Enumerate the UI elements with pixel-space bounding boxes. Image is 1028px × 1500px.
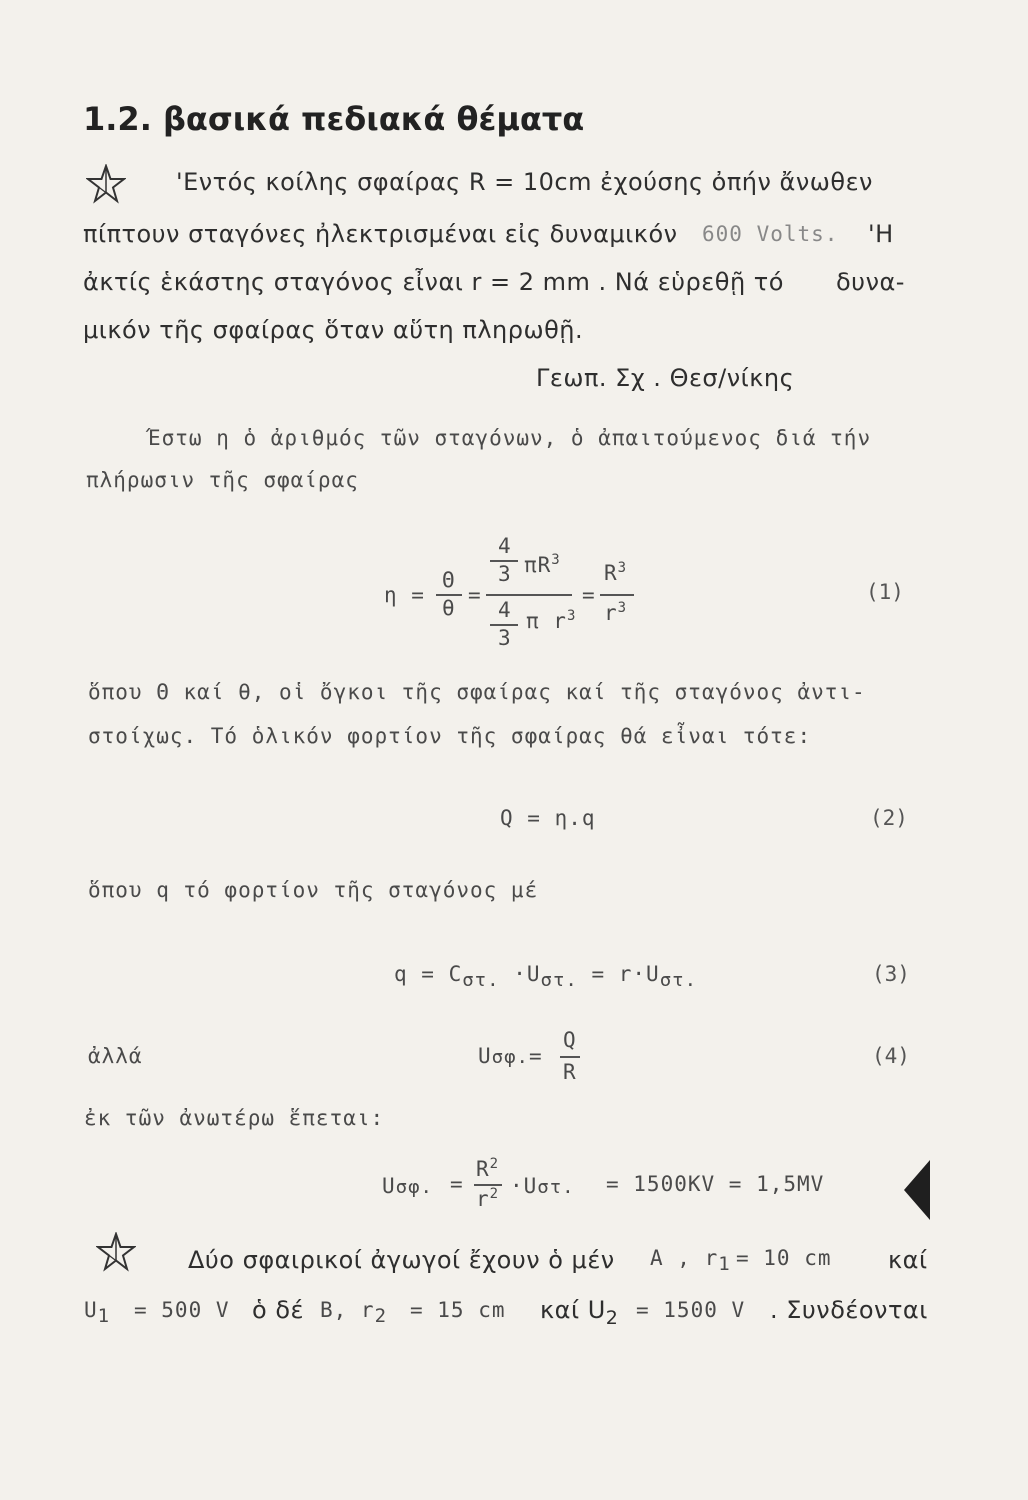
- eq2-number: (2): [870, 806, 908, 830]
- solution-paragraph1-line1: Έστω η ὁ ἀριθμός τῶν σταγόνων, ὁ ἀπαιτούμενος διά τήν: [148, 426, 872, 450]
- star-icon: [96, 1232, 136, 1272]
- problem2-B: B, $r_2$: [320, 1298, 388, 1328]
- problem2-kai: καί: [888, 1246, 928, 1274]
- solution-paragraph2-line2: στοίχως. Τό ὁλικόν φορτίον τῆς σφαίρας θά εἶναι τότε:: [88, 724, 812, 748]
- result-U: Uσφ.: [382, 1174, 433, 1198]
- problem2-U1: $U_1$: [84, 1298, 111, 1328]
- result-value: = 1500KV = 1,5MV: [606, 1172, 825, 1196]
- problem1-line3-end: δυνα-: [836, 268, 905, 296]
- eq1-R-cubed: $R^3$: [604, 560, 628, 585]
- eq1-equals-2: =: [468, 583, 482, 607]
- problem1-line4: μικόν τῆς σφαίρας ὅταν αὕτη πληρωθῇ.: [83, 316, 584, 344]
- eq1-four-top: 4: [498, 534, 512, 558]
- eq3-number: (3): [872, 962, 910, 986]
- problem2-r1-value: = 10 cm: [736, 1246, 832, 1270]
- problem1-line2-end: 'Η: [868, 220, 894, 248]
- eq4-number: (4): [872, 1044, 910, 1068]
- result-R-squared: $R^2$: [476, 1156, 500, 1181]
- eq1-three-bottom: 3: [498, 626, 512, 650]
- eq1-pi-R: $\pi R^3$: [524, 552, 561, 577]
- problem1-line1: 'Εντός κοίλης σφαίρας R = 10cm ἐχούσης ὀπήν ἄνωθεν: [176, 168, 873, 196]
- problem2-U2-value: = 1500 V: [636, 1298, 746, 1322]
- equation-3: $q = C_{\sigma\tau.} \cdot U_{\sigma\tau.} = r\cdot U_{\sigma\tau.}$: [394, 962, 698, 992]
- eq1-theta-big: Θ: [442, 568, 456, 592]
- eq1-theta-small: θ: [442, 596, 456, 620]
- solution-paragraph5: ἐκ τῶν ἀνωτέρω ἕπεται:: [84, 1106, 385, 1130]
- eq4-U: Uσφ.=: [478, 1044, 543, 1068]
- result-equals: =: [450, 1172, 464, 1196]
- eq1-lhs: η =: [384, 583, 425, 607]
- section-title: 1.2. βασικά πεδιακά θέματα: [83, 100, 585, 138]
- problem1-line3: ἀκτίς ἑκάστης σταγόνος εἶναι r = 2 mm . Νά εὑρεθῇ τό: [83, 268, 784, 296]
- problem1-source: Γεωπ. Σχ . Θεσ/νίκης: [536, 364, 795, 392]
- eq1-equals-3: =: [582, 583, 596, 607]
- result-r-squared: $r^2$: [476, 1186, 500, 1211]
- solution-paragraph2-line1: ὅπου Θ καί θ, οἱ ὄγκοι τῆς σφαίρας καί τῆς σταγόνος ἀντι-: [88, 680, 866, 704]
- problem2-U1-value: = 500 V: [134, 1298, 230, 1322]
- eq1-r-cubed: $r^3$: [604, 600, 628, 625]
- solution-paragraph4: ἀλλά: [88, 1044, 143, 1068]
- eq4-Q: Q: [563, 1028, 577, 1052]
- result-U-st: ·Uστ.: [510, 1174, 575, 1198]
- eq1-pi-r: π $r^3$: [526, 608, 577, 633]
- problem2-U2: καί $U_2$: [540, 1296, 619, 1329]
- problem2-A: A , $r_1$: [650, 1246, 731, 1276]
- problem2-line1: Δύο σφαιρικοί ἀγωγοί ἔχουν ὁ μέν: [188, 1246, 615, 1274]
- solution-paragraph3: ὅπου q τό φορτίον τῆς σταγόνος μέ: [88, 878, 539, 902]
- star-icon: [86, 164, 126, 204]
- eq1-three-top: 3: [498, 562, 512, 586]
- problem1-line2: πίπτουν σταγόνες ἠλεκτρισμέναι εἰς δυναμικόν: [83, 220, 678, 248]
- triangle-left-marker: [904, 1160, 930, 1220]
- eq4-R: R: [563, 1060, 577, 1084]
- equation-2: Q = η.q: [500, 806, 596, 830]
- eq1-four-bottom: 4: [498, 598, 512, 622]
- problem2-ode: ὁ δέ: [252, 1296, 304, 1324]
- solution-paragraph1-line2: πλήρωσιν τῆς σφαίρας: [86, 468, 359, 492]
- eq1-number: (1): [866, 580, 904, 604]
- problem2-r2-value: = 15 cm: [410, 1298, 506, 1322]
- problem2-line2-end: . Συνδέονται: [770, 1296, 928, 1324]
- problem1-voltage: 600 Volts.: [702, 222, 839, 246]
